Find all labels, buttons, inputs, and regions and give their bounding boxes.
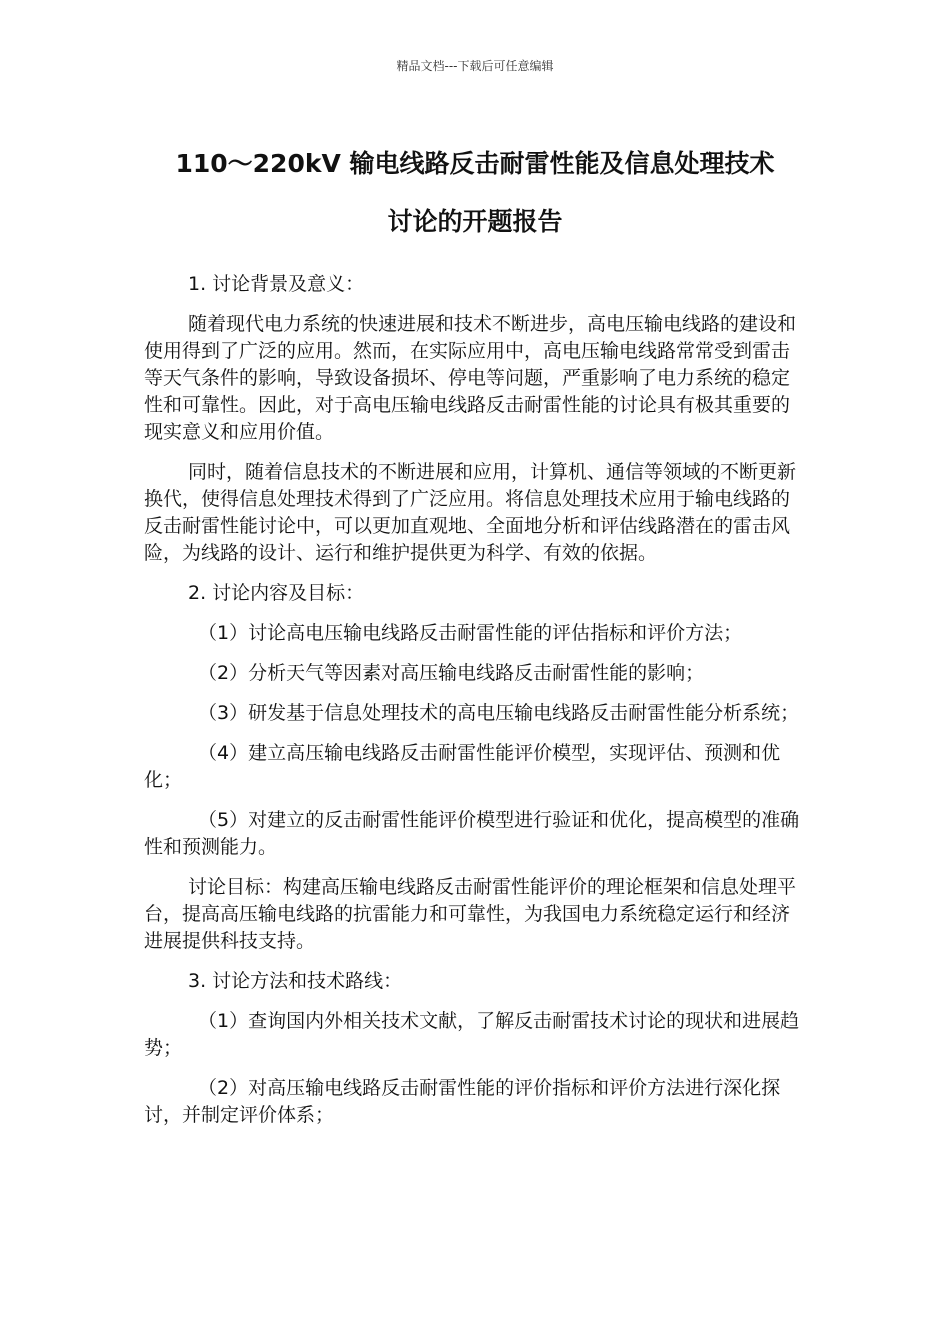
header-note: 精品文档---下载后可任意编辑 xyxy=(396,59,554,73)
title-line-2: 讨论的开题报告 xyxy=(387,207,563,236)
section-2-item-3: （3）研发基于信息处理技术的高电压输电线路反击耐雷性能分析系统； xyxy=(198,702,800,724)
section-1-heading: 1. 讨论背景及意义： xyxy=(188,273,365,295)
document-body xyxy=(144,271,806,1142)
section-2-item-4: （4）建立高压输电线路反击耐雷性能评价模型，实现评估、预测和优化； xyxy=(144,742,781,791)
section-3-item-2: （2）对高压输电线路反击耐雷性能的评价指标和评价方法进行深化探讨，并制定评价体系； xyxy=(144,1077,781,1126)
section-2-heading: 2. 讨论内容及目标： xyxy=(188,582,365,604)
section-3-heading: 3. 讨论方法和技术路线： xyxy=(188,970,403,992)
section-2-item-2: （2）分析天气等因素对高压输电线路反击耐雷性能的影响； xyxy=(198,662,705,684)
section-1-paragraph-1: 随着现代电力系统的快速进展和技术不断进步，高电压输电线路的建设和使用得到了广泛的应用。然而，在实际应用中，高电压输电线路常常受到雷击等天气条件的影响，导致设备损坏、停电等问题，严重影响了电力系统的稳定性和可靠性。因此，对于高电压输电线路反击耐雷性能的讨论具有极其重要的现实意义和应用价值。 xyxy=(144,313,797,443)
section-3-item-1: （1）查询国内外相关技术文献，了解反击耐雷技术讨论的现状和进展趋势； xyxy=(144,1010,800,1059)
section-2-item-1: （1）讨论高电压输电线路反击耐雷性能的评估指标和评价方法； xyxy=(198,622,743,644)
document-title xyxy=(120,135,830,251)
section-2-goal: 讨论目标：构建高压输电线路反击耐雷性能评价的理论框架和信息处理平台，提高高压输电线路的抗雷能力和可靠性，为我国电力系统稳定运行和经济进展提供科技支持。 xyxy=(144,876,797,952)
section-1-paragraph-2: 同时，随着信息技术的不断进展和应用，计算机、通信等领域的不断更新换代，使得信息处理技术得到了广泛应用。将信息处理技术应用于输电线路的反击耐雷性能讨论中，可以更加直观地、全面地分析和评估线路潜在的雷击风险，为线路的设计、运行和维护提供更为科学、有效的依据。 xyxy=(144,461,797,564)
title-line-1: 110～220kV 输电线路反击耐雷性能及信息处理技术 xyxy=(175,149,775,178)
section-2-item-5: （5）对建立的反击耐雷性能评价模型进行验证和优化，提高模型的准确性和预测能力。 xyxy=(144,809,800,858)
